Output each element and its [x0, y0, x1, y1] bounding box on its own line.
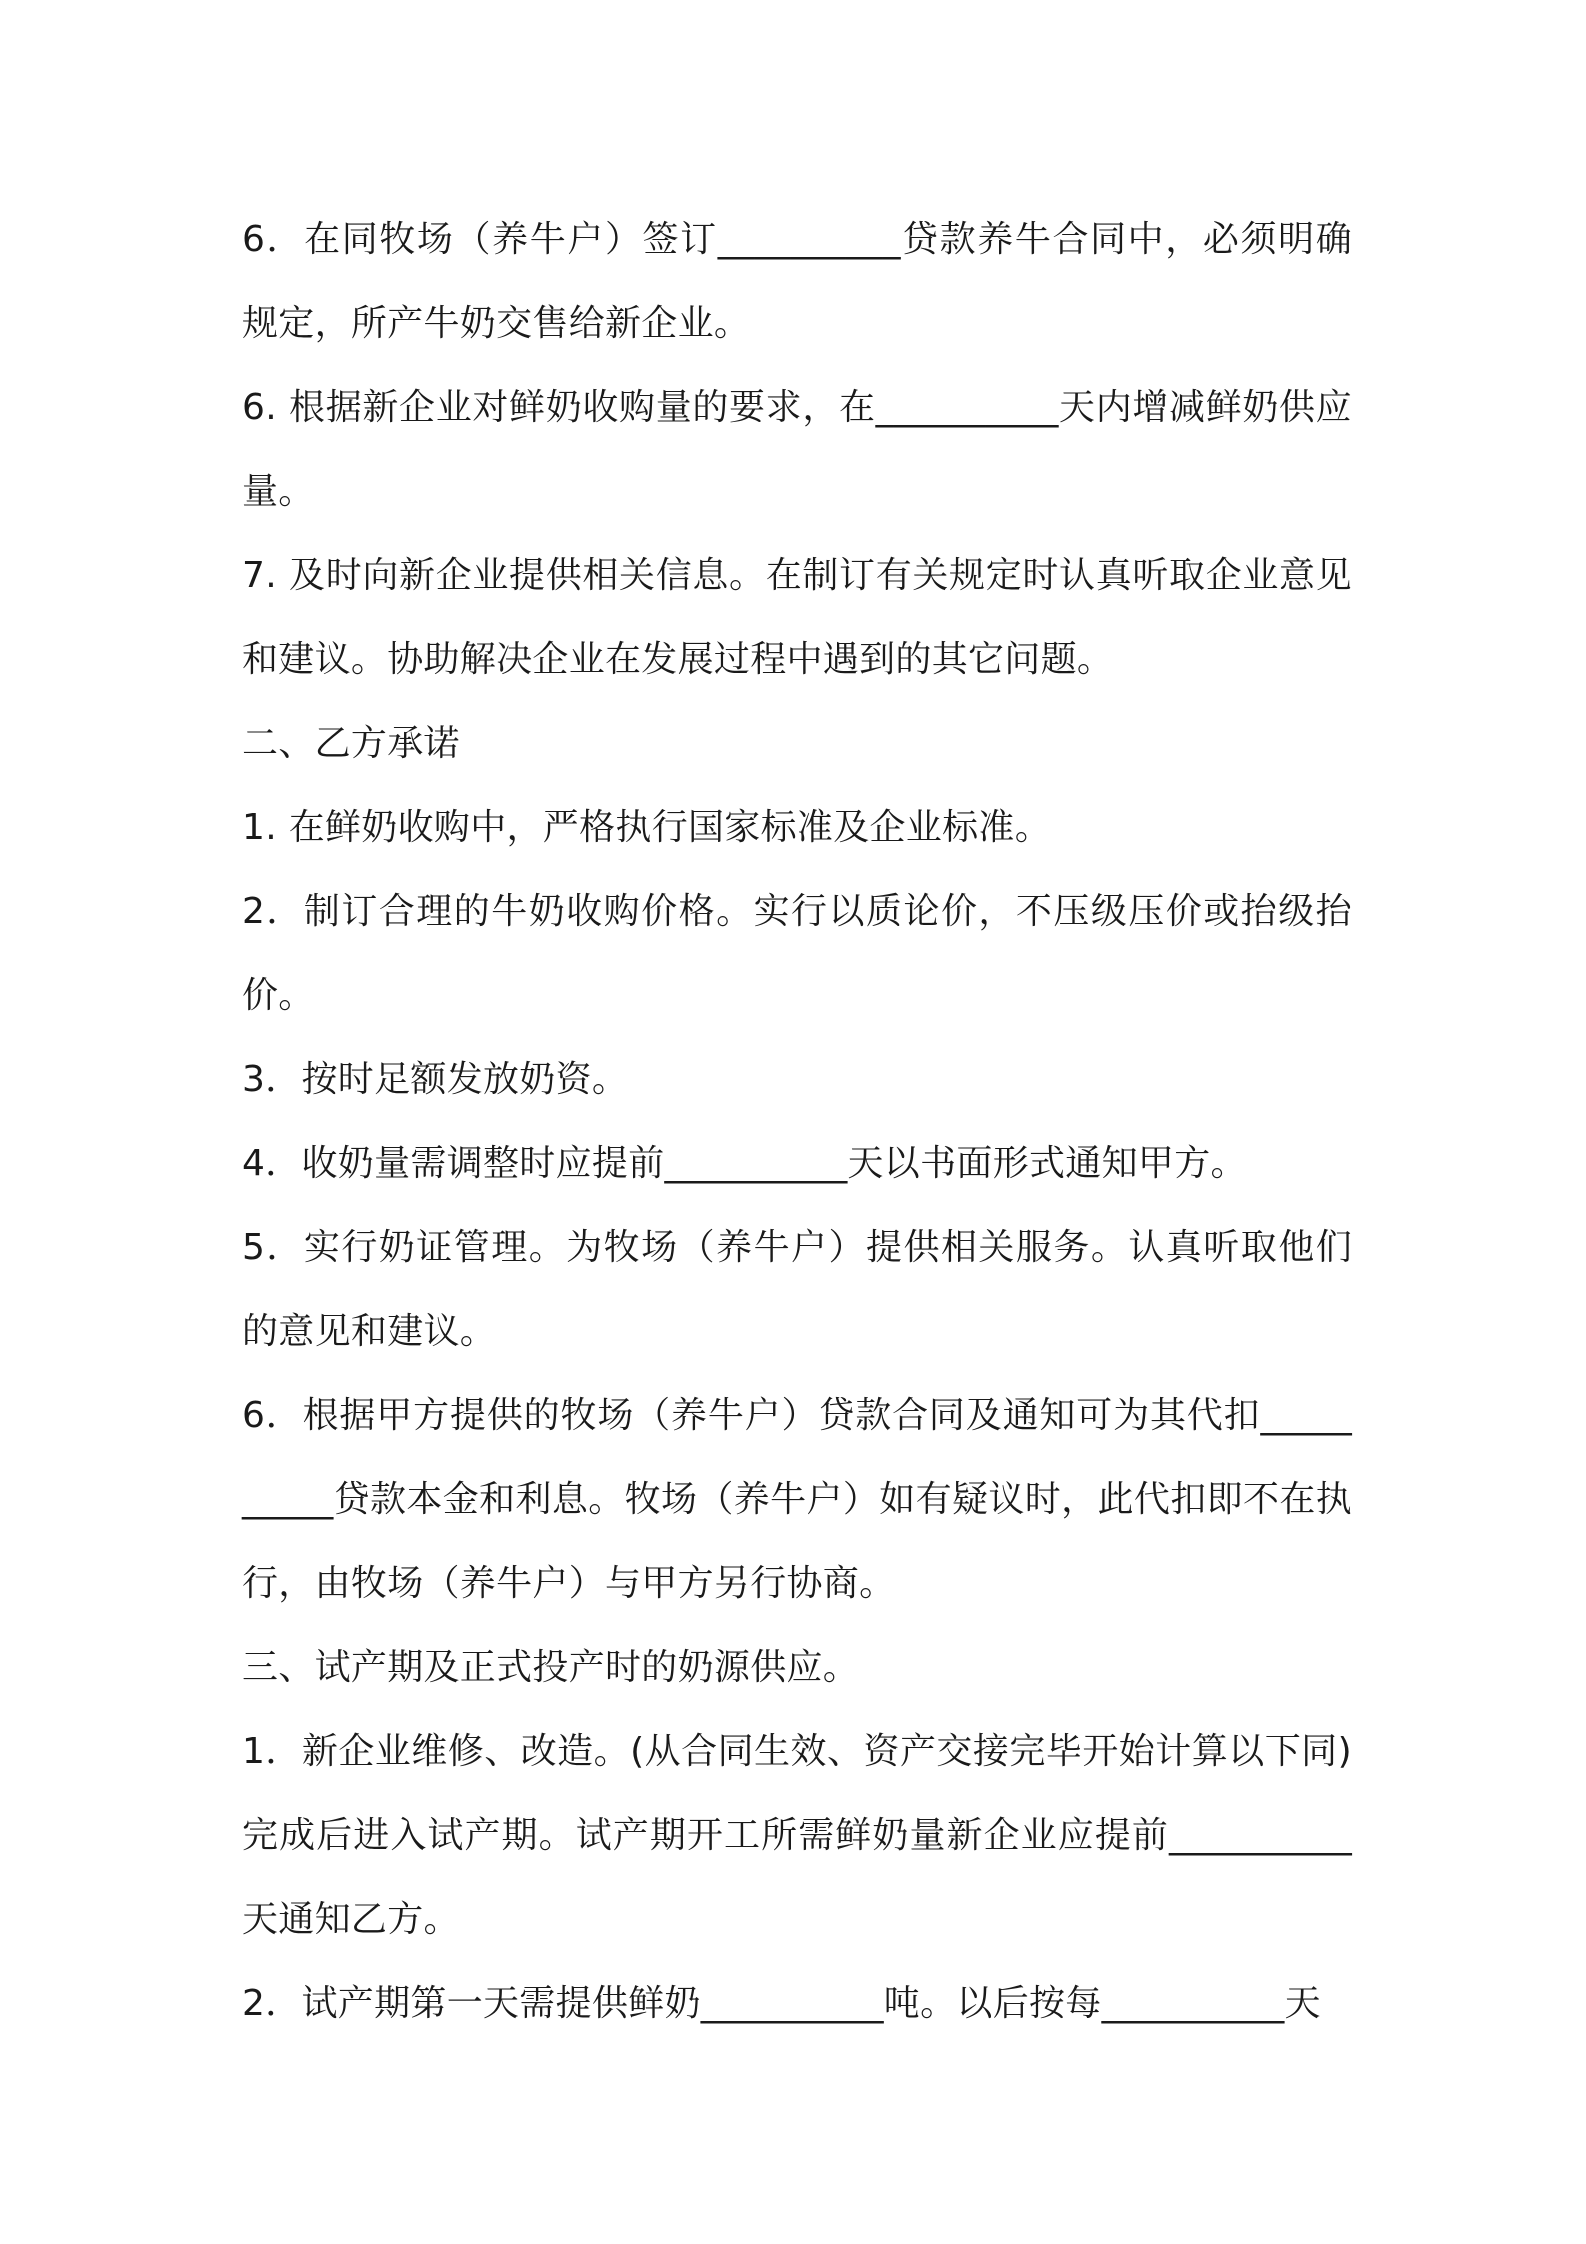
section-heading: 三、试产期及正式投产时的奶源供应。: [242, 1647, 860, 1688]
clause-paragraph: 1. 在鲜奶收购中，严格执行国家标准及企业标准。: [242, 807, 1051, 848]
clause-paragraph: 5．实行奶证管理。为牧场（养牛户）提供相关服务。认真听取他们的意见和建议。: [242, 1227, 1352, 1352]
clause-paragraph: 1．新企业维修、改造。(从合同生效、资产交接完毕开始计算以下同)完成后进入试产期。试产期开工所需鲜奶量新企业应提前__________天通知乙方。: [242, 1731, 1352, 1940]
clause-paragraph: 2．试产期第一天需提供鲜奶__________吨。以后按每__________天: [242, 1983, 1321, 2024]
document-body: [242, 198, 1352, 2046]
clause-paragraph: 3．按时足额发放奶资。: [242, 1059, 629, 1100]
clause-paragraph: 6．根据甲方提供的牧场（养牛户）贷款合同及通知可为其代扣__________贷款本金和利息。牧场（养牛户）如有疑议时，此代扣即不在执行，由牧场（养牛户）与甲方另行协商。: [242, 1395, 1352, 1604]
clause-paragraph: 4．收奶量需调整时应提前__________天以书面形式通知甲方。: [242, 1143, 1247, 1184]
clause-paragraph: 2．制订合理的牛奶收购价格。实行以质论价，不压级压价或抬级抬价。: [242, 891, 1352, 1016]
clause-paragraph: 7. 及时向新企业提供相关信息。在制订有关规定时认真听取企业意见和建议。协助解决企业在发展过程中遇到的其它问题。: [242, 555, 1352, 680]
clause-paragraph: 6．在同牧场（养牛户）签订__________贷款养牛合同中，必须明确规定，所产牛奶交售给新企业。: [242, 219, 1352, 344]
clause-paragraph: 6. 根据新企业对鲜奶收购量的要求，在__________天内增减鲜奶供应量。: [242, 387, 1352, 512]
section-heading: 二、乙方承诺: [242, 723, 460, 764]
